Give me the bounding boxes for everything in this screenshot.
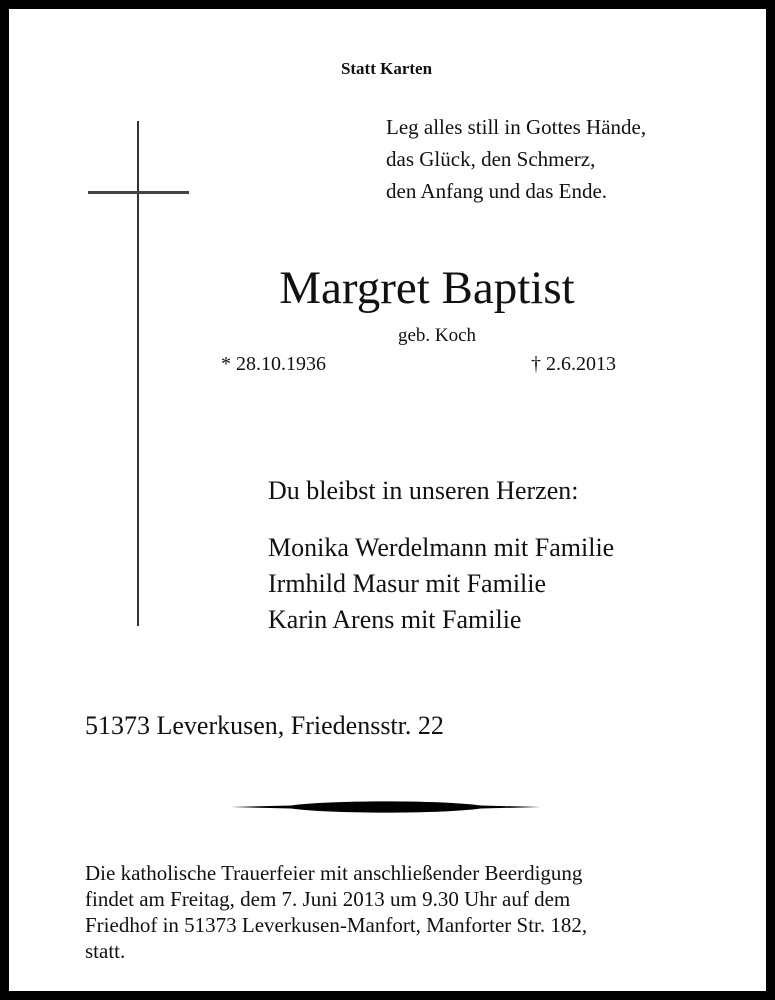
mourners-list <box>268 530 614 638</box>
verse-line: den Anfang und das Ende. <box>386 179 608 203</box>
verse-line: Leg alles still in Gottes Hände, <box>386 115 647 139</box>
notice-line: Friedhof in 51373 Leverkusen-Manfort, Manforter Str. 182, <box>85 913 588 937</box>
notice-line: findet am Freitag, dem 7. Juni 2013 um 9.30 Uhr auf dem <box>85 887 571 911</box>
maiden-name: geb. Koch <box>397 325 477 346</box>
notice-line: statt. <box>85 939 126 963</box>
divider-ornament-icon <box>231 799 541 815</box>
verse <box>386 111 646 207</box>
death-date: † 2.6.2013 <box>531 353 616 375</box>
notice-line: Die katholische Trauerfeier mit anschließender Beerdigung <box>85 861 583 885</box>
deceased-name: Margret Baptist <box>279 262 575 314</box>
birth-date: * 28.10.1936 <box>221 353 326 375</box>
cross-horizontal-bar <box>88 191 189 194</box>
address: 51373 Leverkusen, Friedensstr. 22 <box>85 711 444 740</box>
cross-vertical-bar <box>137 121 139 626</box>
mourner-item: Monika Werdelmann mit Familie <box>268 533 615 562</box>
verse-line: das Glück, den Schmerz, <box>386 147 596 171</box>
mourners-intro: Du bleibst in unseren Herzen: <box>268 476 579 505</box>
funeral-notice <box>85 860 587 964</box>
mourner-item: Irmhild Masur mit Familie <box>268 569 547 598</box>
mourner-item: Karin Arens mit Familie <box>268 605 522 634</box>
header-statt-karten: Statt Karten <box>340 59 433 78</box>
